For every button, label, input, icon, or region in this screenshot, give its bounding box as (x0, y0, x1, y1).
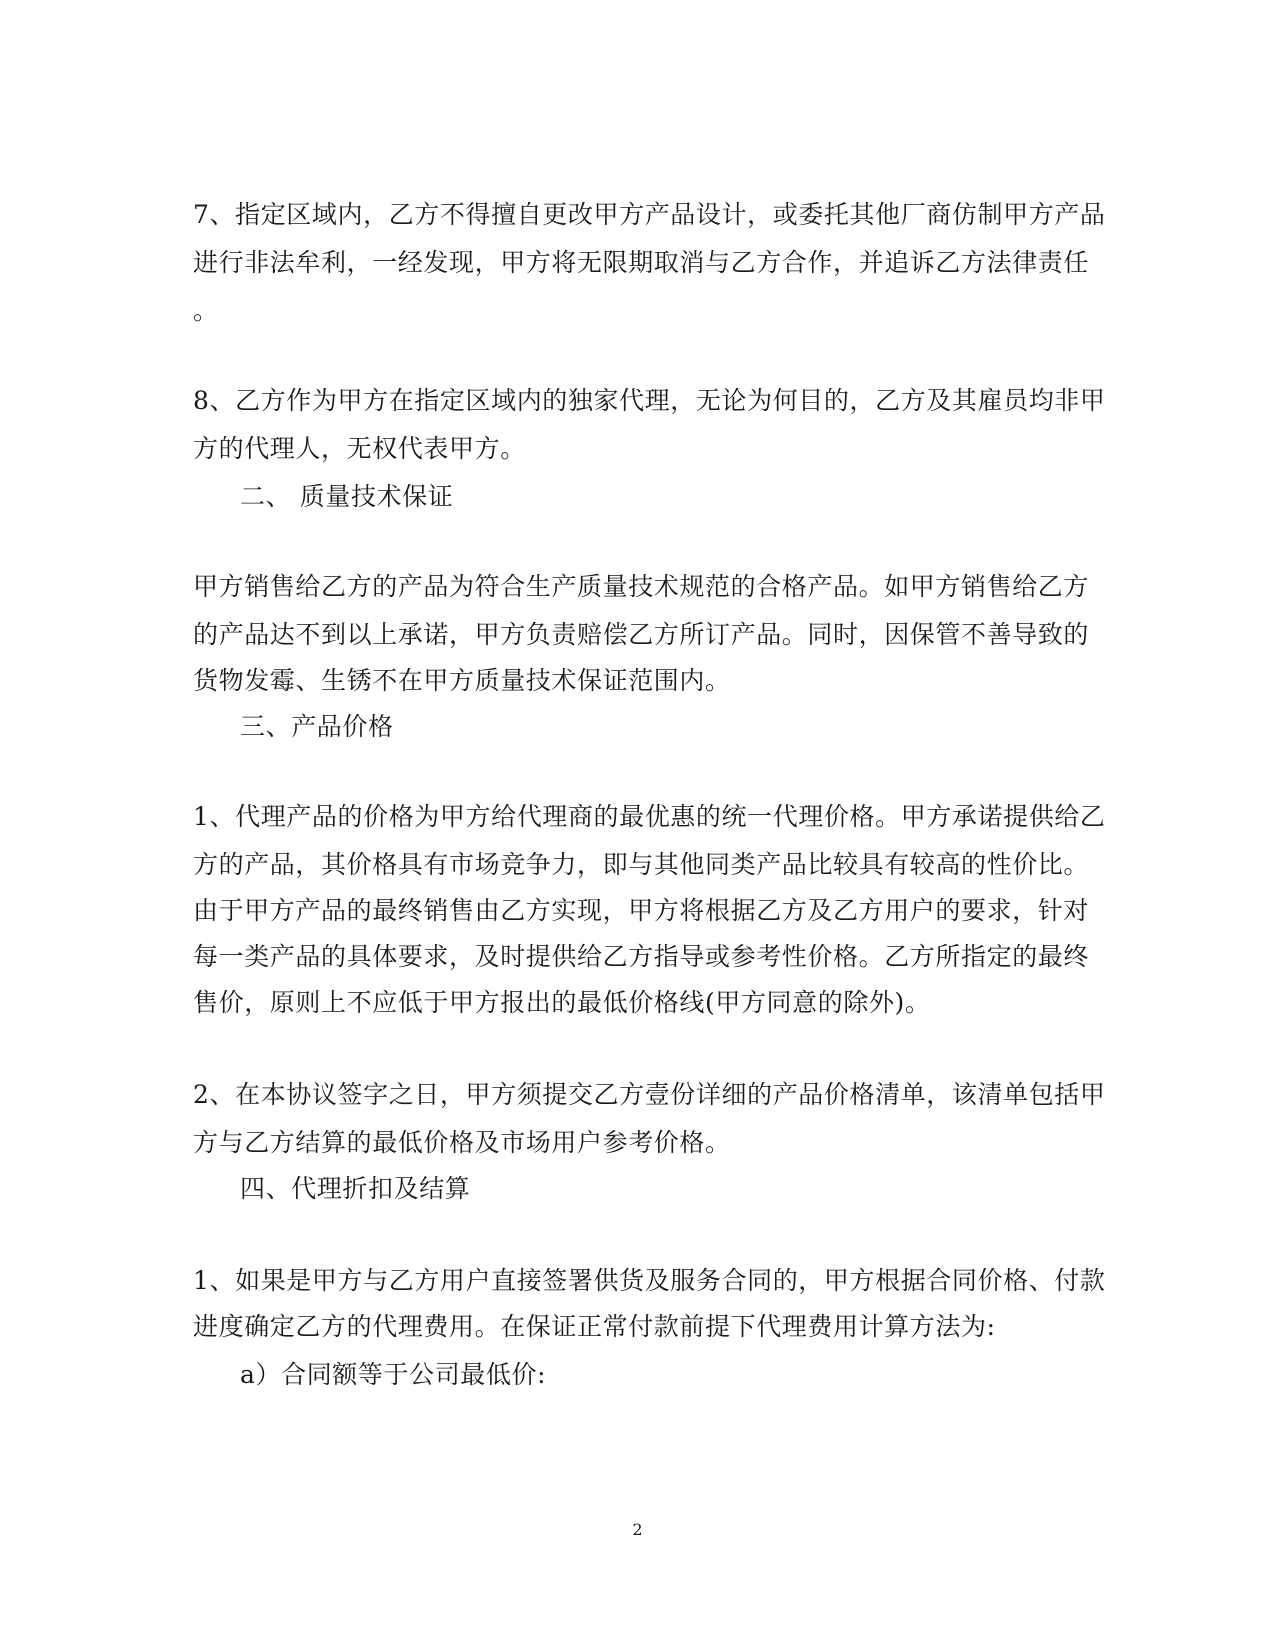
price-clause-2-line-1: 2、在本协议签字之日，甲方须提交乙方壹份详细的产品价格清单，该清单包括甲 (193, 1080, 1106, 1109)
discount-clause-1-line-2: 进度确定乙方的代理费用。在保证正常付款前提下代理费用计算方法为: (193, 1312, 996, 1341)
page-number: 2 (632, 1520, 643, 1539)
quality-paragraph-line-1: 甲方销售给乙方的产品为符合生产质量技术规范的合格产品。如甲方销售给乙方 (193, 572, 1090, 601)
quality-paragraph-line-3: 货物发霉、生锈不在甲方质量技术保证范围内。 (193, 666, 731, 695)
section-heading-discount: 四、代理折扣及结算 (240, 1174, 471, 1203)
section-heading-price: 三、产品价格 (240, 712, 394, 741)
price-clause-1-line-4: 每一类产品的具体要求，及时提供给乙方指导或参考性价格。乙方所指定的最终 (193, 942, 1090, 971)
quality-paragraph-line-2: 的产品达不到以上承诺，甲方负责赔偿乙方所订产品。同时，因保管不善导致的 (193, 620, 1090, 649)
price-clause-1-line-2: 方的产品，其价格具有市场竞争力，即与其他同类产品比较具有较高的性价比。 (193, 850, 1090, 879)
discount-clause-1-line-1: 1、如果是甲方与乙方用户直接签署供货及服务合同的，甲方根据合同价格、付款 (193, 1266, 1106, 1295)
price-clause-1-line-1: 1、代理产品的价格为甲方给代理商的最优惠的统一代理价格。甲方承诺提供给乙 (193, 802, 1106, 831)
clause-8-line-2: 方的代理人，无权代表甲方。 (193, 434, 526, 463)
price-clause-1-line-3: 由于甲方产品的最终销售由乙方实现，甲方将根据乙方及乙方用户的要求，针对 (193, 896, 1090, 925)
price-clause-1-line-5: 售价，原则上不应低于甲方报出的最低价格线(甲方同意的除外)。 (193, 988, 931, 1017)
discount-item-a: a）合同额等于公司最低价: (240, 1360, 547, 1389)
clause-8-line-1: 8、乙方作为甲方在指定区域内的独家代理，无论为何目的，乙方及其雇员均非甲 (193, 386, 1106, 415)
clause-7-line-1: 7、指定区域内，乙方不得擅自更改甲方产品设计，或委托其他厂商仿制甲方产品 (193, 200, 1106, 229)
clause-7-line-3: 。 (193, 296, 219, 325)
price-clause-2-line-2: 方与乙方结算的最低价格及市场用户参考价格。 (193, 1128, 731, 1157)
clause-7-line-2: 进行非法牟利，一经发现，甲方将无限期取消与乙方合作，并追诉乙方法律责任 (193, 248, 1090, 277)
section-heading-quality: 二、 质量技术保证 (240, 482, 454, 511)
